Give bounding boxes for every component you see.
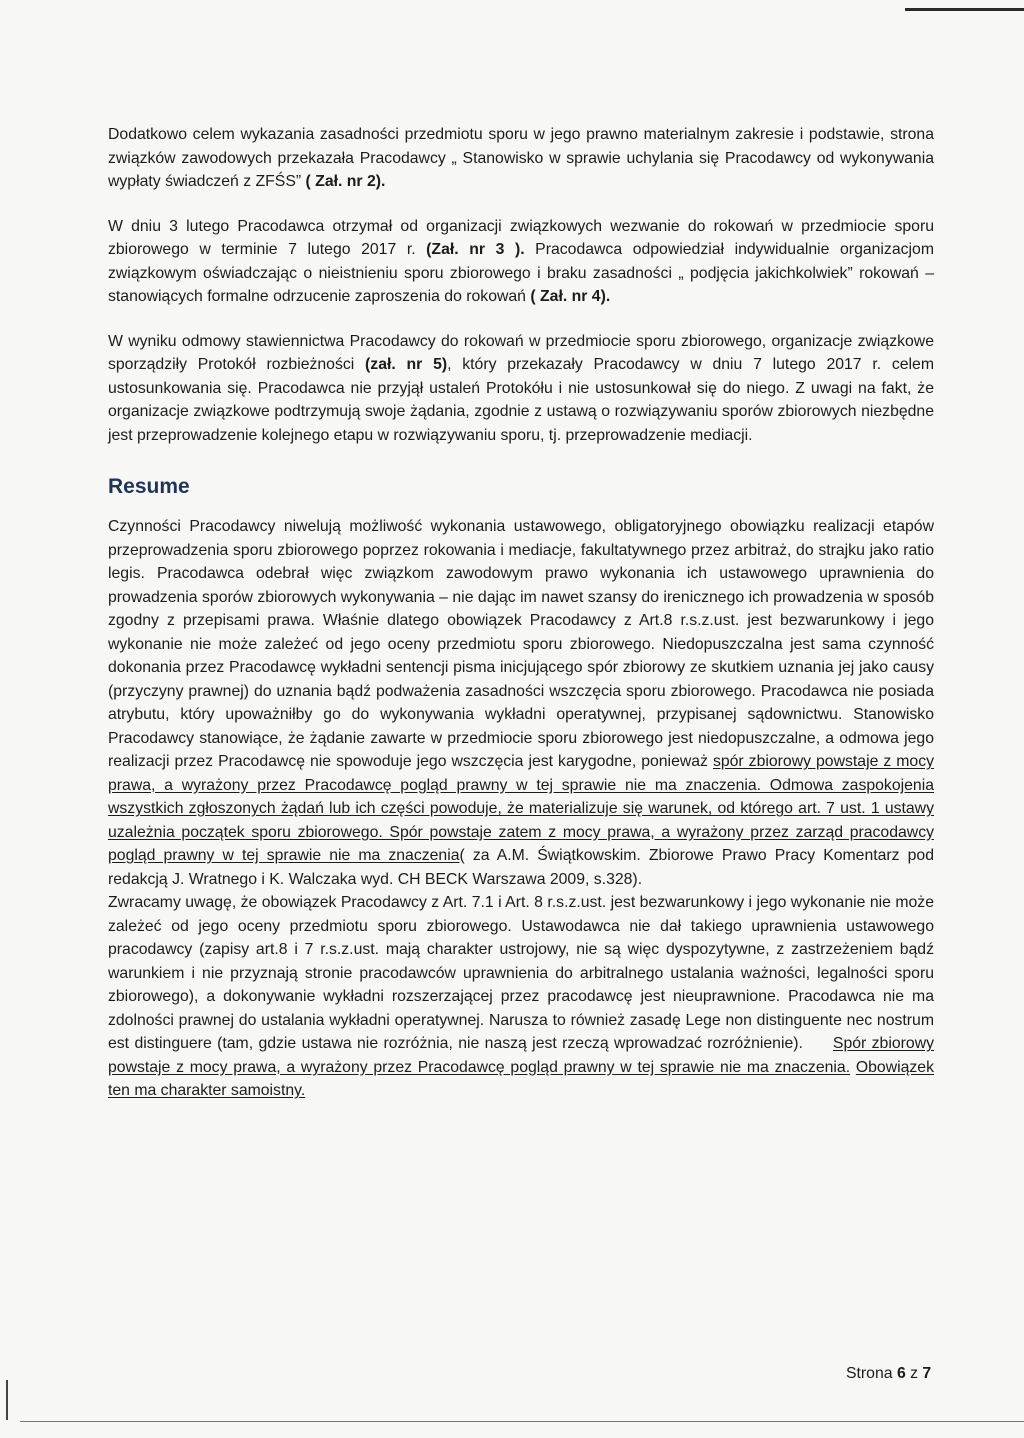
document-body [108, 123, 934, 1103]
paragraph-5 [108, 891, 934, 1103]
paragraph-2-text-a: W dniu 3 lutego Pracodawca otrzymał od organizacji związkowych wezwanie do rokowań w przedmiocie sporu zbiorowego w terminie 7 lutego 2017 r. [108, 217, 934, 258]
paragraph-1-text: Dodatkowo celem wykazania zasadności przedmiotu sporu w jego prawno materialnym zakresie i podstawie, strona związków zawodowych przekazała Pracodawcy „ Stanowisko w sprawie uchylania się Pracodawcy od wykonywania wypłaty świadczeń z ZFŚS” [108, 126, 934, 190]
scan-edge-mark [6, 1380, 8, 1420]
attachment-ref-5: (zał. nr 5) [365, 356, 448, 373]
paragraph-5-underlined-b: Obowiązek ten ma charakter samoistny. [108, 1058, 934, 1099]
paragraph-5-underlined-a: Spór zbiorowy powstaje z mocy prawa, a wyrażony przez Pracodawcę pogląd prawny w tej sprawie nie ma znaczenia. [108, 1035, 934, 1076]
paragraph-5-text: Zwracamy uwagę, że obowiązek Pracodawcy z Art. 7.1 i Art. 8 r.s.z.ust. jest bezwarunkowy i jego wykonanie nie może zależeć od jego oceny przedmiotu sporu zbiorowego. Ustawodawca nie dał takiego uprawnienia ustawowego pracodawcy (zapisy art.8 i 7 r.s.z.ust. mają charakter ustrojowy, nie są więc dyspozytywne, z zastrzeżeniem bądź warunkiem i nie przyznają stronie pracodawców uprawnienia do arbitralnego ustalania ważności, legalności sporu zbiorowego), a dokonywanie wykładni rozszerzającej przez pracodawcę jest nieuprawnione. Pracodawca nie ma zdolności prawnej do ustalania wykładni operatywnej. Narusza to również zasadę Lege non distinguente nec nostrum est distinguere (tam, gdzie ustawa nie rozróżnia, nie naszą jest rzeczą wprowadzać rozróżnienie). [108, 894, 934, 1052]
paragraph-2 [108, 215, 934, 309]
paragraph-4-citation: ( za A.M. Świątkowskim. Zbiorowe Prawo Pracy Komentarz pod redakcją J. Wratnego i K. Walczaka wyd. CH BECK Warszawa 2009, s.328). [108, 847, 934, 888]
paragraph-3-text-a: W wyniku odmowy stawiennictwa Pracodawcy do rokowań w przedmiocie sporu zbiorowego, organizacje związkowe sporządziły Protokół rozbieżności [108, 332, 934, 373]
paragraph-3-text-b: , który przekazały Pracodawcy w dniu 7 lutego 2017 r. celem ustosunkowania się. Pracodawca nie przyjął ustaleń Protokółu i nie ustosunkował się do niego. Z uwagi na fakt, że organizacje związkowe podtrzymują swoje żądania, zgodnie z ustawą o rozwiązywaniu sporów zbiorowych niezbędne jest przeprowadzenie kolejnego etapu w rozwiązywaniu sporu, tj. przeprowadzenie mediacji. [108, 356, 935, 444]
page-number: 6 [896, 1365, 906, 1382]
attachment-ref-3: (Zał. nr 3 ). [426, 241, 525, 258]
paragraph-4-text-a: Czynności Pracodawcy niwelują możliwość wykonania ustawowego, obligatoryjnego obowiązku realizacji etapów przeprowadzenia sporu zbiorowego poprzez rokowania i mediacje, fakultatywnego przez arbitraż, do strajku jako ratio legis. Pracodawca odebrał więc związkom zawodowym prawo wykonania ich ustawowego uprawnienia do prowadzenia sporów zbiorowych wykonywania – nie dając im nawet szansy do irenicznego ich prowadzenia w sposób zgodny z przepisami prawa. Właśnie dlatego obowiązek Pracodawcy z Art.8 r.s.z.ust. jest bezwarunkowy i jego wykonanie nie może zależeć od jego oceny przedmiotu sporu zbiorowego. Niedopuszczalna jest sama czynność dokonania przez Pracodawcę wykładni sentencji pisma inicjującego spór zbiorowy ze skutkiem uznania jej jako causy (przyczyny prawnej) do uznania bądź podważenia zasadności wszczęcia sporu zbiorowego. Pracodawca nie posiada atrybutu, który upoważniłby go do wykonywania wykładni operatywnej, przypisanej sądownictwu. Stanowisko Pracodawcy stanowiące, że żądanie zawarte w przedmiocie sporu zbiorowego jest niedopuszczalne, a odmowa jego realizacji przez Pracodawcę nie spowoduje jego wszczęcia jest karygodne, ponieważ [108, 518, 934, 770]
page-label: Strona [846, 1365, 897, 1382]
paragraph-1 [108, 123, 934, 194]
bottom-rule [20, 1421, 1024, 1422]
paragraph-2-text-b: Pracodawca odpowiedział indywidualnie organizacjom związkowym oświadczając o nieistnieniu sporu zbiorowego i braku zasadności „ podjęcia jakichkolwiek” rokowań – stanowiących formalne odrzucenie zaproszenia do rokowań [108, 241, 934, 305]
paragraph-4-underlined-quote: spór zbiorowy powstaje z mocy prawa, a wyrażony przez Pracodawcę pogląd prawny w tej sprawie nie ma znaczenia. Odmowa zaspokojenia wszystkich zgłoszonych żądań lub ich części powoduje, że materializuje się warunek, od którego art. 7 ust. 1 ustawy uzależnia początek sporu zbiorowego. Spór powstaje zatem z mocy prawa, a wyrażony przez zarząd pracodawcy pogląd prawny w tej sprawie nie ma znaczenia [108, 753, 934, 864]
section-heading-resume: Resume [108, 475, 190, 498]
paragraph-3 [108, 330, 934, 448]
page-total: 7 [922, 1365, 932, 1382]
top-edge-rule [905, 8, 1024, 11]
page-footer [846, 1364, 931, 1384]
attachment-ref-4: ( Zał. nr 4). [530, 288, 611, 305]
paragraph-4 [108, 515, 934, 891]
attachment-ref-2: ( Zał. nr 2). [305, 173, 386, 190]
page-separator: z [905, 1365, 923, 1382]
